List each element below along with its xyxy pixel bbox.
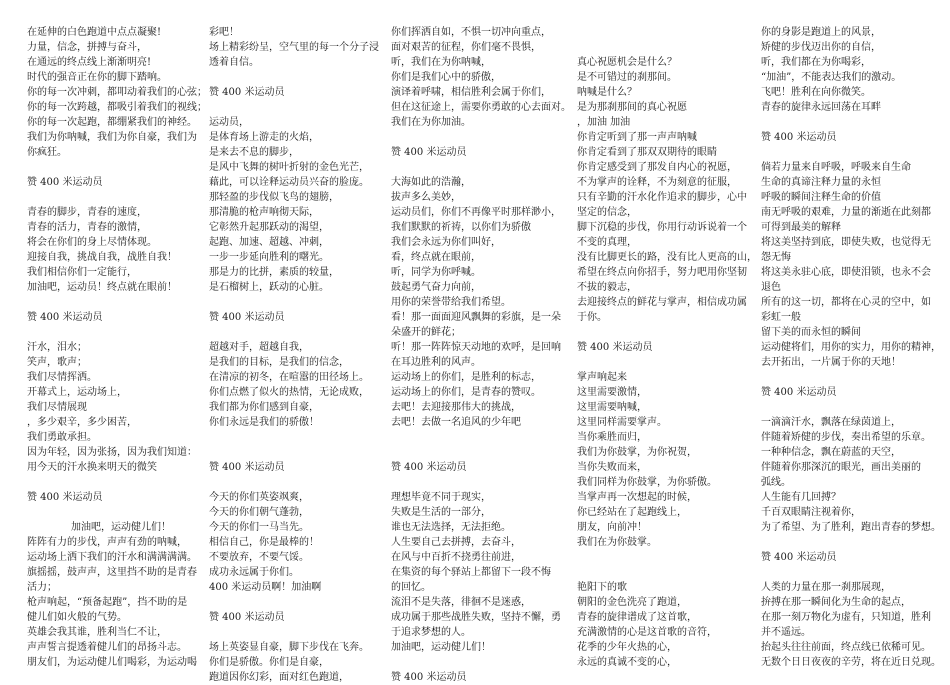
section-heading: 赞 400 米运动员 xyxy=(391,672,467,683)
text-line: 倘若力量来自呼吸，呼吸来自生命 xyxy=(761,162,911,173)
text-line: 是我们的目标，是我们的信念， xyxy=(209,357,349,368)
text-line: 失败是生活的一部分， xyxy=(391,507,491,518)
text-line: 于你。 xyxy=(577,312,607,323)
blank-line xyxy=(577,325,745,340)
text-line: 面对艰苦的征程，你们毫不畏惧， xyxy=(391,42,541,53)
text-line: 用今天的汗水换来明天的微笑 xyxy=(27,462,157,473)
text-line: 今天的你们一马当先。 xyxy=(209,522,309,533)
section-heading: 赞 400 米运动员 xyxy=(391,462,467,473)
text-line: 藉此，可以诠释运动员兴奋的脸庞。 xyxy=(209,177,369,188)
blank-line xyxy=(577,40,745,55)
text-line: 流泪不是失落，徘徊不是迷惑， xyxy=(391,597,531,608)
text-line: 谁也无法选择，无法拒绝。 xyxy=(391,522,511,533)
text-line: 去开拓出，一片属于你的天地！ xyxy=(761,357,901,368)
text-line: 南无呼吸的艰难，力量的渐逝在此刻都 xyxy=(761,207,931,218)
blank-line xyxy=(27,190,195,205)
text-line: 朋友们，为运动健儿们喝彩，为运动喝 xyxy=(27,657,197,668)
blank-line xyxy=(577,550,745,565)
text-line: 不为掌声的诠释，不为刻意的征服， xyxy=(577,177,737,188)
blank-line xyxy=(761,400,929,415)
blank-line xyxy=(577,355,745,370)
blank-line xyxy=(761,370,929,385)
text-line: 是石榴树上，跃动的心脏。 xyxy=(209,282,329,293)
text-line: ，多少艰辛，多少困苦， xyxy=(27,417,137,428)
text-line: 飞吧！胜利在向你微笑。 xyxy=(761,87,871,98)
text-line: 呐喊是什么？ xyxy=(577,87,637,98)
text-line: 抬起头往往前面，终点线已依稀可见。 xyxy=(761,642,931,653)
text-line: 你们挥洒自如，不惧一切冲向重点， xyxy=(391,27,551,38)
text-line: 声声誓言提透着健儿们的昂扬斗志。 xyxy=(27,642,187,653)
text-line: 希望在终点向你招手，努力吧用你坚韧 xyxy=(577,267,747,278)
text-line: 这里需要激情， xyxy=(577,387,647,398)
blank-line xyxy=(577,25,745,40)
text-line: 可得到最美的解释 xyxy=(761,222,841,233)
text-line: 青春的旋律永远回荡在耳畔 xyxy=(761,102,881,113)
text-line: 你们点燃了似火的热情，无论成败， xyxy=(209,387,369,398)
text-line: 理想毕竟不同于现实， xyxy=(391,492,491,503)
text-line: 去吧！去迎接那伟大的挑战， xyxy=(391,402,521,413)
text-line: 我们默默的祈祷，以你们为骄傲 xyxy=(391,222,531,233)
text-line: 加油吧，运动健儿们！ xyxy=(391,642,491,653)
blank-line xyxy=(27,325,195,340)
section-heading: 赞 400 米运动员 xyxy=(27,492,103,503)
text-line: 人生能有几回搏？ xyxy=(761,492,841,503)
text-line: 这里需要呐喊， xyxy=(577,402,647,413)
text-line: 我们同样为你鼓掌，为你骄傲。 xyxy=(577,477,717,488)
text-line: 我们都为你们感到自豪， xyxy=(209,402,319,413)
text-line: 你们是骄傲。你们是自豪， xyxy=(209,657,329,668)
section-heading: 赞 400 米运动员 xyxy=(761,387,837,398)
text-line: 生命的真谛注释力量的永恒 xyxy=(761,177,881,188)
text-line: 但在这征途上，需要你勇敢的心去面对。 xyxy=(391,102,571,113)
blank-line xyxy=(209,295,377,310)
text-line: 在清凉的初冬，在喧嚣的田径场上。 xyxy=(209,372,369,383)
text-column-1 xyxy=(27,25,207,668)
text-line: 运动员们，你们不再像平时那样渺小， xyxy=(391,207,561,218)
text-line: 于追求梦想的人。 xyxy=(391,627,471,638)
text-line: 你肯定听到了那一声声呐喊 xyxy=(577,132,697,143)
text-line: 运动场上的你们，是胜利的标志， xyxy=(391,372,541,383)
text-line: 只有辛勤的汗水化作追求的脚步，心中 xyxy=(577,192,747,203)
text-line: “加油”，不能表达我们的激动。 xyxy=(761,72,902,83)
blank-line xyxy=(27,295,195,310)
text-line: 我们为你呐喊，我们为你自豪，我们为 xyxy=(27,132,197,143)
text-line: 没有比脚更长的路，没有比人更高的山， xyxy=(577,252,757,263)
text-line: 今天的你们朝气蓬勃， xyxy=(209,507,309,518)
text-line: 你肯定感受到了那发自内心的祝愿， xyxy=(577,162,737,173)
text-line: 是不可错过的刹那间。 xyxy=(577,72,677,83)
text-line: 脚下沉稳的步伐，你用行动诉说着一个 xyxy=(577,222,747,233)
text-line: 在那一刻万物化为虚有，只知道，胜利 xyxy=(761,612,931,623)
text-line: 拚搏在那一瞬间化为生命的起点， xyxy=(761,597,911,608)
text-line: 我们相信你们一定能行， xyxy=(27,267,137,278)
text-line: 去迎接终点的鲜花与掌声，相信成功属 xyxy=(577,297,747,308)
text-line: 人类的力量在那一刹那展现， xyxy=(761,582,891,593)
text-line: 用你的荣誉带给我们希望。 xyxy=(391,297,511,308)
text-line: 我们为你鼓掌，为你祝贺， xyxy=(577,447,697,458)
text-line: 并不遥远。 xyxy=(761,627,811,638)
text-line: 怨无悔 xyxy=(761,252,791,263)
blank-line xyxy=(209,325,377,340)
text-line: 矫健的步伐迈出你的自信， xyxy=(761,42,881,53)
text-line: 听，我们在为你呐喊， xyxy=(391,57,491,68)
text-line: 在延伸的白色跑道中点点凝聚! xyxy=(27,27,162,38)
text-line: 人生要自己去拼搏，去奋斗， xyxy=(391,537,521,548)
text-line: 听！那一阵阵惊天动地的欢呼，是回响 xyxy=(391,342,561,353)
text-line: 力量，信念，拼搏与奋斗， xyxy=(27,42,147,53)
text-line: 运动场上的你们，是青春的赞叹。 xyxy=(391,387,541,398)
text-line: 在耳边胜利的风声。 xyxy=(391,357,481,368)
text-line: 开幕式上，运动场上， xyxy=(27,387,127,398)
text-line: 活力； xyxy=(27,582,57,593)
blank-line xyxy=(391,475,561,490)
text-line: 看，终点就在眼前， xyxy=(391,252,481,263)
text-line: 伴随着矫健的步伐，奏出希望的乐章。 xyxy=(761,432,931,443)
text-line: 你的每一次跨越，都吸引着我们的视线； xyxy=(27,102,207,113)
blank-line xyxy=(209,595,377,610)
text-line: 你肯定看到了那双双期待的眼睛 xyxy=(577,147,717,158)
text-line: 这里同样需要掌声。 xyxy=(577,417,667,428)
section-heading: 赞 400 米运动员 xyxy=(27,312,103,323)
section-heading: 赞 400 米运动员 xyxy=(27,177,103,188)
text-line: 彩虹一般 xyxy=(761,312,801,323)
text-line: 旗摇摇，鼓声声，这里挡不助的是青春 xyxy=(27,567,197,578)
blank-line xyxy=(761,145,929,160)
text-line: 场上精彩纷呈，空气里的每一个分子浸 xyxy=(209,42,379,53)
text-line: 不要放弃，不要气馁。 xyxy=(209,552,309,563)
text-line: 不变的真理， xyxy=(577,237,637,248)
text-line: 朝阳的金色洗亮了跑道， xyxy=(577,597,687,608)
text-line: 我们会永远为你们叫好， xyxy=(391,237,501,248)
blank-line xyxy=(209,445,377,460)
text-line: 演译着呼啸，相信胜利会属于你们， xyxy=(391,87,551,98)
text-line: 400 米运动员啊！加油啊 xyxy=(209,582,322,593)
text-line: 那轻盈的步伐似飞鸟的翅膀， xyxy=(209,192,339,203)
text-line: 在风与中百折不挠勇往前进， xyxy=(391,552,521,563)
text-line: 听，同学为你呼喊。 xyxy=(391,267,481,278)
blank-line xyxy=(209,430,377,445)
text-line: 运动健将们，用你的实力，用你的精神， xyxy=(761,342,941,353)
text-line: 你们永远是我们的骄傲！ xyxy=(209,417,319,428)
blank-line xyxy=(27,505,195,520)
text-line: 将这美永驻心底，即使泪锁，也永不会 xyxy=(761,267,931,278)
text-line: 当掌声再一次想起的时候， xyxy=(577,492,697,503)
text-line: 你们是我们心中的骄傲， xyxy=(391,72,501,83)
text-line: 你的每一次起跑，都绷紧我们的神经。 xyxy=(27,117,197,128)
section-heading: 赞 400 米运动员 xyxy=(209,87,285,98)
text-line: 我们尽情展现 xyxy=(27,402,87,413)
text-column-4 xyxy=(577,25,757,668)
text-line: 你疯狂。 xyxy=(27,147,67,158)
text-line: 我们尽情挥洒。 xyxy=(27,372,97,383)
text-line: 你的身影是跑道上的风景， xyxy=(761,27,881,38)
blank-line xyxy=(391,430,561,445)
text-line: 青春的活力，青春的激情， xyxy=(27,222,147,233)
text-line: 笑声，歌声； xyxy=(27,357,87,368)
text-line: 运动员， xyxy=(209,117,249,128)
section-heading: 赞 400 米运动员 xyxy=(761,552,837,563)
text-line: 艳阳下的歌 xyxy=(577,582,627,593)
text-line: 所有的这一切，都将在心灵的空中，如 xyxy=(761,297,931,308)
section-heading: 赞 400 米运动员 xyxy=(209,612,285,623)
text-line: 枪声响起，“预备起跑”，挡不助的是 xyxy=(27,597,188,608)
text-line: 成功永远属于你们。 xyxy=(209,567,299,578)
text-line: 加油吧，运动健儿们！ xyxy=(71,522,171,533)
text-line: 我们在为你鼓掌。 xyxy=(577,537,657,548)
text-line: ，加油 加油 xyxy=(577,117,631,128)
text-line: 那是力的比拼，素质的较量， xyxy=(209,267,339,278)
text-line: 迎接自我，挑战自我，战胜自我！ xyxy=(27,252,177,263)
text-line: 千百双眼睛注视着你， xyxy=(761,507,861,518)
text-line: 运动场上洒下我们的汗水和满满满满。 xyxy=(27,552,197,563)
text-line: 你的每一次冲刺，都叩动着我们的心弦； xyxy=(27,87,207,98)
blank-line xyxy=(27,475,195,490)
text-line: 一步一步延向胜利的曙光。 xyxy=(209,252,329,263)
text-line: 场上英姿显自豪，脚下步伐在飞奔。 xyxy=(209,642,369,653)
text-line: 时代的强音正在你的脚下踏响。 xyxy=(27,72,167,83)
text-line: 呼吸的瞬间注释生命的价值 xyxy=(761,192,881,203)
text-line: 退色 xyxy=(761,282,781,293)
blank-line xyxy=(209,100,377,115)
text-line: 青春的脚步，青春的速度， xyxy=(27,207,147,218)
text-line: 今天的你们英姿飒爽， xyxy=(209,492,309,503)
text-line: 将会在你们的身上尽情体现。 xyxy=(27,237,157,248)
blank-line xyxy=(209,70,377,85)
text-line: 阵阵有力的步伐，声声有劲的呐喊， xyxy=(27,537,187,548)
text-line: 朵盛开的鲜花； xyxy=(391,327,461,338)
text-line: 跑道因你幻彩，面对红色跑道， xyxy=(209,672,349,683)
section-heading: 赞 400 米运动员 xyxy=(209,462,285,473)
text-line: 是来去不息的脚步， xyxy=(209,147,299,158)
text-line: 将这美坚持到底，即使失败，也觉得无 xyxy=(761,237,931,248)
text-line: 相信自己，你是最棒的！ xyxy=(209,537,319,548)
text-line: 不拔的毅志， xyxy=(577,282,637,293)
blank-line xyxy=(391,160,561,175)
text-line: 留下美的而永恒的瞬间 xyxy=(761,327,861,338)
text-line: 拔声多么美妙， xyxy=(391,192,461,203)
text-line: 弧线。 xyxy=(761,477,791,488)
text-line: 充满激情的心是这首歌的音符， xyxy=(577,627,717,638)
text-line: 一滴滴汗水，飘落在绿茵道上， xyxy=(761,417,901,428)
blank-line xyxy=(761,535,929,550)
blank-line xyxy=(761,565,929,580)
text-line: 汗水，泪水； xyxy=(27,342,87,353)
text-line: 我们在为你加油。 xyxy=(391,117,471,128)
text-line: 青春的旋律谱成了这首歌， xyxy=(577,612,697,623)
section-heading: 赞 400 米运动员 xyxy=(391,147,467,158)
text-line: 真心祝愿机会是什么？ xyxy=(577,57,677,68)
text-line: 当你乘胜而归， xyxy=(577,432,647,443)
text-line: 当你失败而来， xyxy=(577,462,647,473)
text-line: 是体育场上游走的火焰， xyxy=(209,132,319,143)
text-line: 英雄会我其谁，胜利当仁不让， xyxy=(27,627,167,638)
section-heading: 赞 400 米运动员 xyxy=(577,342,653,353)
blank-line xyxy=(391,445,561,460)
text-line: 在集资的每个驿站上都留下一段不悔 xyxy=(391,567,551,578)
text-line: 鼓起勇气奋力向前， xyxy=(391,282,481,293)
blank-line xyxy=(391,130,561,145)
text-line: 的回忆。 xyxy=(391,582,431,593)
section-heading: 赞 400 米运动员 xyxy=(761,132,837,143)
text-line: 永远的真诚不变的心， xyxy=(577,657,677,668)
text-line: 去吧！去做一名追风的少年吧 xyxy=(391,417,521,428)
text-line: 我们勇敢承担。 xyxy=(27,432,97,443)
text-line: 是风中飞舞的树叶折射的金色光芒， xyxy=(209,162,369,173)
blank-line xyxy=(391,655,561,670)
text-line: 它彰然升起那跃动的渴望， xyxy=(209,222,329,233)
text-line: 超越对手，超越自我， xyxy=(209,342,309,353)
text-column-5 xyxy=(761,25,941,668)
text-line: 看！那一面面迎风飘舞的彩旗，是一朵 xyxy=(391,312,561,323)
text-line: 伴随着你那深沉的眼光，画出美丽的 xyxy=(761,462,921,473)
text-line: 起跑、加速、超越、冲刺， xyxy=(209,237,329,248)
text-column-3 xyxy=(391,25,571,683)
text-line: 因为年轻，因为张扬，因为我们知道： xyxy=(27,447,197,458)
text-line: 掌声响起来 xyxy=(577,372,627,383)
text-line: 你已经站在了起跑线上， xyxy=(577,507,687,518)
text-line: 加油吧，运动员！终点就在眼前！ xyxy=(27,282,177,293)
text-line: 一种种信念，飘在蔚蓝的天空， xyxy=(761,447,901,458)
text-line: 透着自信。 xyxy=(209,57,259,68)
text-line: 为了希望、为了胜利，跑出青春的梦想。 xyxy=(761,522,941,533)
text-line: 成功属于那些战胜失败，坚持不懈，勇 xyxy=(391,612,561,623)
blank-line xyxy=(761,115,929,130)
text-line: 彩吧！ xyxy=(209,27,239,38)
text-line: 花季的少年火热的心， xyxy=(577,642,677,653)
text-line: 那清脆的枪声响彻天际， xyxy=(209,207,319,218)
section-heading: 赞 400 米运动员 xyxy=(209,312,285,323)
text-line: 健儿们如火般的气势。 xyxy=(27,612,127,623)
blank-line xyxy=(577,565,745,580)
blank-line xyxy=(209,475,377,490)
blank-line xyxy=(209,625,377,640)
text-line: 朋友，向前冲！ xyxy=(577,522,647,533)
text-line: 在通远的终点线上渐渐明亮! xyxy=(27,57,152,68)
text-line: 坚定的信念， xyxy=(577,207,637,218)
text-line: 无数个日日夜夜的辛劳，将在近日兑现。 xyxy=(761,657,941,668)
blank-line xyxy=(27,160,195,175)
text-line: 听，我们都在为你喝彩， xyxy=(761,57,871,68)
text-line: 是为那刹那间的真心祝愿 xyxy=(577,102,687,113)
text-line: 大海如此的浩瀚， xyxy=(391,177,471,188)
text-column-2 xyxy=(209,25,379,683)
